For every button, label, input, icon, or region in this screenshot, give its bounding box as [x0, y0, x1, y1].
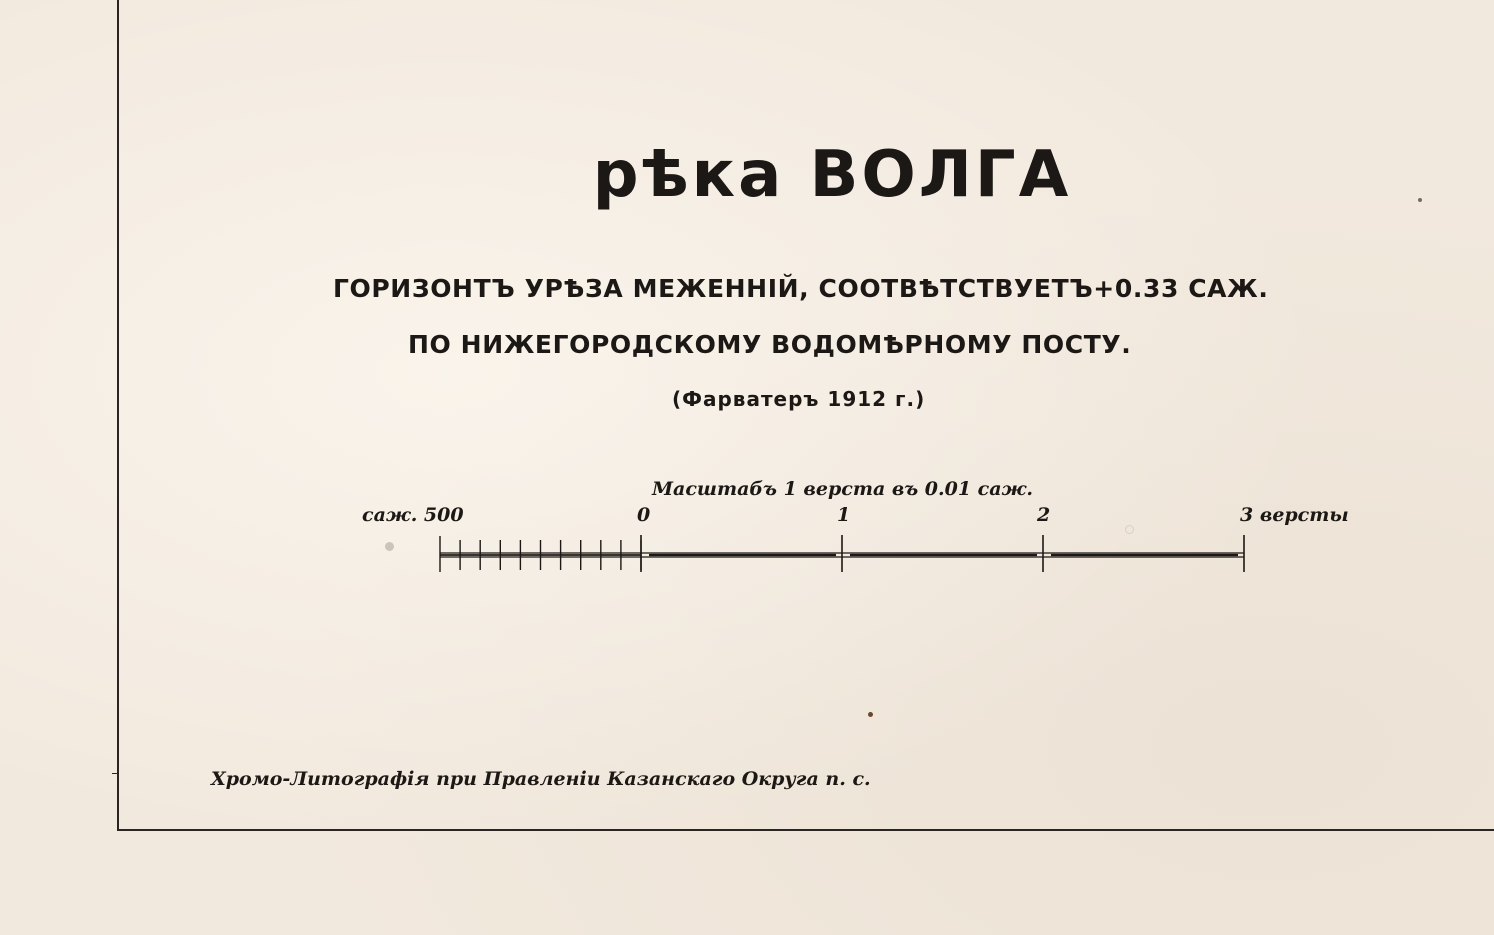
scale-caption: Масштабъ 1 верста въ 0.01 саж.	[652, 478, 1033, 500]
subtitle-line-1: ГОРИЗОНТЪ УРѢЗА МЕЖЕННІЙ, СООТВѢТСТВУЕТЪ+0.33 САЖ.	[333, 274, 1269, 303]
scale-left-label: саж. 500	[362, 504, 464, 526]
scale-label-0: 0	[637, 504, 651, 526]
frame-bottom-border	[117, 829, 1494, 831]
paper-speck	[1418, 198, 1422, 202]
map-title: рѣка ВОЛГА	[592, 138, 1072, 212]
scale-label-1: 1	[837, 504, 851, 526]
scale-bar	[430, 530, 1260, 580]
frame-left-border	[117, 0, 119, 831]
paper-speck	[1125, 525, 1134, 534]
imprint-text: Хромо-Литографія при Правленіи Казанскаго Округа п. с.	[211, 768, 871, 790]
scale-label-3: 3 версты	[1240, 504, 1349, 526]
fairway-note: (Фарватеръ 1912 г.)	[672, 387, 926, 411]
subtitle-line-2: ПО НИЖЕГОРОДСКОМУ ВОДОМѢРНОМУ ПОСТУ.	[408, 330, 1132, 359]
scale-label-2: 2	[1037, 504, 1051, 526]
paper-speck	[868, 712, 873, 717]
frame-tick-mark	[112, 773, 118, 774]
paper-speck	[385, 542, 394, 551]
